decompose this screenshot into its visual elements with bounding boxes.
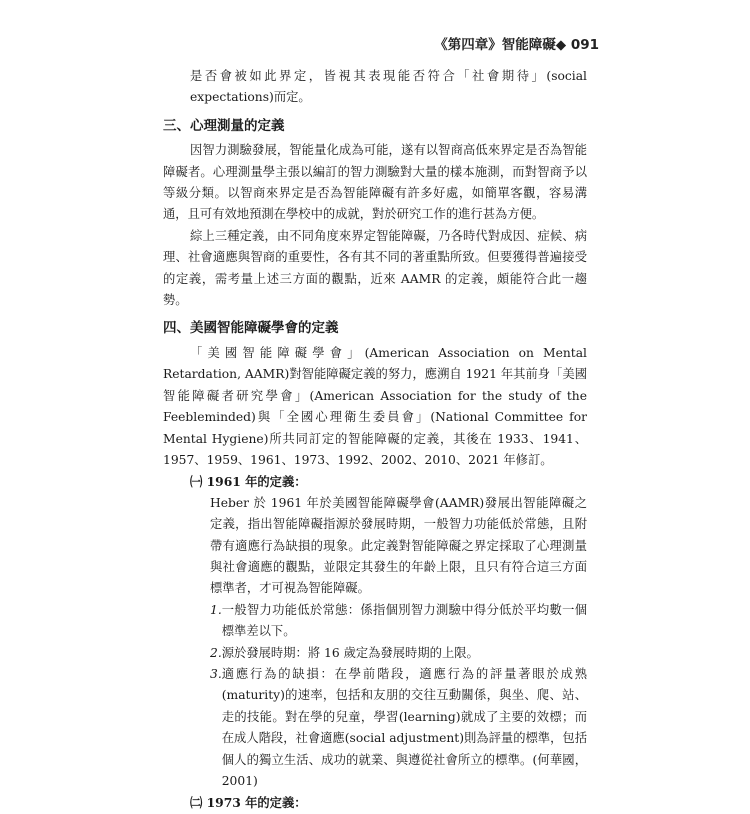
subsection-1973-heading: ㈡ 1973 年的定義： <box>190 795 307 811</box>
subsection-1961-paragraph: Heber 於 1961 年於美國智能障礙學會(AAMR)發展出智能障礙之定義，指出智能障礙指源於發展時期，一般智力功能低於常態，且附帶有適應行為缺損的現象。此定義對智能障礙之界定採取了心理測量與社會適應的觀點，並限定其發生的年齡上限，且只有符合這三方面標準者，才可視為智能障礙。 <box>210 495 587 596</box>
page-body <box>163 66 587 814</box>
running-header: 《第四章》智能障礙◆ 091 <box>434 37 599 53</box>
list-item <box>163 643 587 664</box>
section-3-paragraph-1: 因智力測驗發展，智能量化成為可能，遂有以智商高低來界定是否為智能障礙者。心理測量學主張以編訂的智力測驗對大量的樣本施測，而對智商予以等級分類。以智商來界定是否為智能障礙有許多好處，如簡單客觀，容易溝通，且可有效地預測在學校中的成就，對於研究工作的進行甚為方便。 <box>163 143 587 222</box>
section-4-heading: 四、美國智能障礙學會的定義 <box>163 320 339 337</box>
list-item <box>163 600 587 643</box>
list-item-text: 適應行為的缺損：在學前階段，適應行為的評量著眼於成熟(maturity)的速率，包括和友朋的交往互動關係，與坐、爬、站、走的技能。對在學的兒童，學習(learning)就成了主要的效標；而在成人階段，社會適應(social adjustment)則為評量的標準，包括個人的獨立生活、成功的就業、與遵從社會所立的標準。(何華國，2001) <box>221 666 587 788</box>
intro-continuation: 是否會被如此界定，皆視其表現能否符合「社會期待」(social expectations)而定。 <box>190 69 587 105</box>
section-3-paragraph-2: 綜上三種定義，由不同角度來界定智能障礙，乃各時代對成因、症候、病理、社會適應與智商的重要性，各有其不同的著重點所致。但要獲得普遍接受的定義，需考量上述三方面的觀點，近來 AAMR 的定義，頗能符合此一趨勢。 <box>163 228 587 308</box>
subsection-1961-heading: ㈠ 1961 年的定義： <box>190 474 307 490</box>
list-item <box>163 664 587 792</box>
section-4-paragraph-1: 「美國智能障礙學會」(American Association on Mental Retardation, AAMR)對智能障礙定義的努力，應溯自 1921 年其前身「美國智能障礙者研究學會」(American Association for the study of the Feebleminded)與「全國心理衛生委員會」(National Committee for Mental Hygiene)所共同訂定的智能障礙的定義，其後在 1933、1941、1957、1959、1961、1973、1992、2002、2010、2021 年修訂。 <box>163 345 587 467</box>
list-item-number: 2. <box>210 645 222 660</box>
list-item-text: 源於發展時期：將 16 歲定為發展時期的上限。 <box>221 645 479 660</box>
list-item-number: 3. <box>210 666 222 681</box>
section-3-heading: 三、心理測量的定義 <box>163 117 285 134</box>
list-item-text: 一般智力功能低於常態：係指個別智力測驗中得分低於平均數一個標準差以下。 <box>221 602 587 639</box>
list-item-number: 1. <box>210 602 222 617</box>
